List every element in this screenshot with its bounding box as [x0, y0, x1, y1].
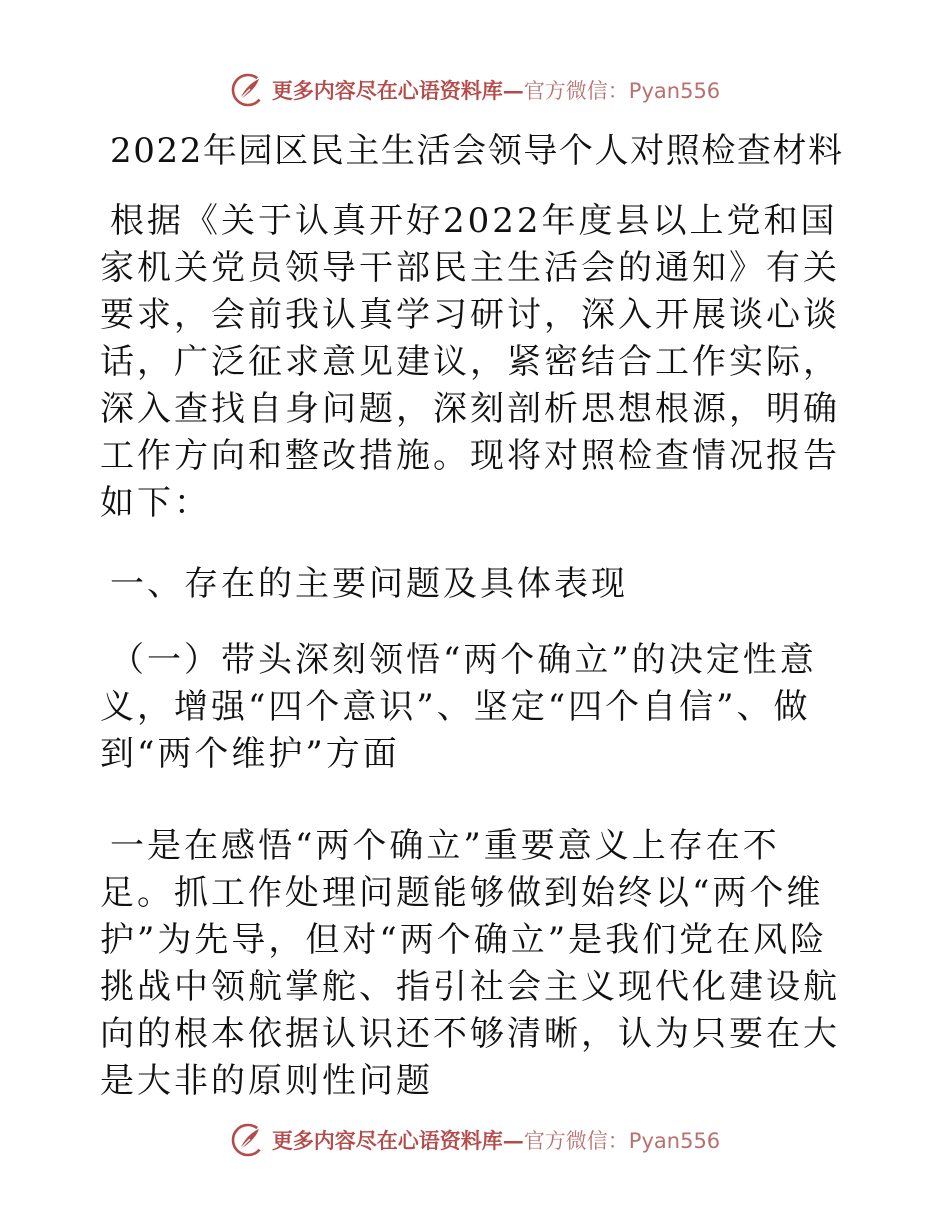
body-paragraph: 一是在感悟“两个确立”重要意义上存在不足。抓工作处理问题能够做到始终以“两个维护”为先导，但对“两个确立”是我们党在风险挑战中领航掌舵、指引社会主义现代化建设航向的根本依据认识还不够清晰，认为只要在大是大非的原则性问题 — [100, 826, 840, 1101]
feather-pen-logo-icon — [230, 1122, 266, 1158]
watermark-text — [272, 1125, 720, 1155]
feather-pen-logo-icon — [230, 72, 266, 108]
document-title: 2022年园区民主生活会领导个人对照检查材料 — [110, 131, 844, 171]
section-heading: 一、存在的主要问题及具体表现 — [110, 564, 628, 604]
intro-paragraph: 根据《关于认真开好2022年度县以上党和国家机关党员领导干部民主生活会的通知》有关要求，会前我认真学习研讨，深入开展谈心谈话，广泛征求意见建议，紧密结合工作实际，深入查找自身问题，深刻剖析思想根源，明确工作方向和整改措施。现将对照检查情况报告如下： — [100, 201, 840, 523]
subsection-heading: （一）带头深刻领悟“两个确立”的决定性意义，增强“四个意识”、坚定“四个自信”、做到“两个维护”方面 — [100, 640, 817, 774]
watermark-banner-top — [0, 70, 950, 110]
watermark-main-text: 更多内容尽在心语资料库— — [271, 1128, 524, 1153]
watermark-main-text: 更多内容尽在心语资料库— — [271, 78, 524, 103]
watermark-wechat-text: 官方微信：Pyan556 — [523, 79, 721, 103]
watermark-text — [272, 75, 720, 105]
watermark-wechat-text: 官方微信：Pyan556 — [523, 1129, 721, 1153]
watermark-banner-bottom — [0, 1120, 950, 1160]
